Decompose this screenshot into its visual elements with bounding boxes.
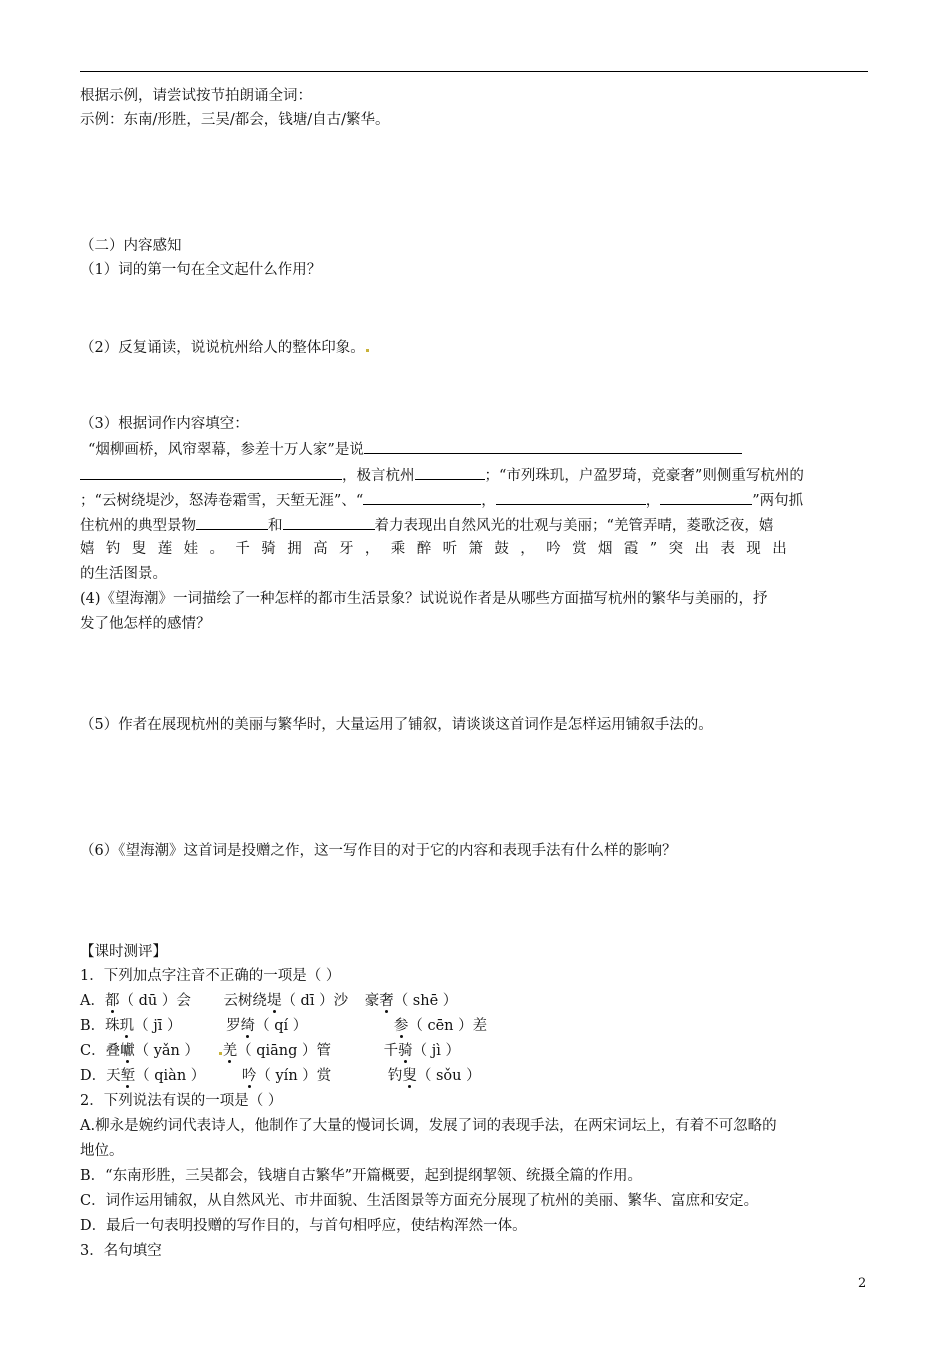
test-question-1: 1．下列加点字注音不正确的一项是（ ） — [80, 968, 341, 984]
question-4-line-1: (4)《望海潮》一词描绘了一种怎样的都市生活景象？试说说作者是从哪些方面描写杭州的繁华与美丽的，抒 — [80, 591, 768, 607]
blank-field[interactable] — [364, 438, 742, 454]
blank-field[interactable] — [80, 464, 342, 480]
test-title: 【课时测评】 — [80, 944, 167, 960]
q3-line-6: 的生活图景。 — [80, 566, 167, 582]
section-title: （二）内容感知 — [80, 238, 182, 254]
header-example: 示例：东南/形胜，三吴/都会，钱塘/自古/繁华。 — [80, 112, 390, 128]
question-1: （1）词的第一句在全文起什么作用？ — [80, 262, 322, 278]
question-4-line-2: 发了他怎样的感情？ — [80, 616, 211, 632]
q3-line-1: “烟柳画桥，风帘翠幕，参差十万人家”是说 — [88, 438, 742, 460]
question-6: （6）《望海潮》这首词是投赠之作，这一写作目的对于它的内容和表现手法有什么样的影响？ — [80, 843, 677, 859]
q3-line-2: ，极言杭州 ；“市列珠玑，户盈罗琦，竞豪奢”则侧重写杭州的 — [80, 464, 804, 486]
test-question-2: 2．下列说法有误的一项是（ ） — [80, 1093, 283, 1109]
blank-field[interactable] — [196, 514, 268, 530]
option-2a-line-2: 地位。 — [80, 1143, 124, 1159]
option-1a: A．都（ dū ）会 云树绕堤（ dī ）沙 豪奢（ shē ） — [80, 993, 458, 1009]
blank-field[interactable] — [363, 489, 481, 505]
option-2a-line-1: A.柳永是婉约词代表诗人，他制作了大量的慢词长调，发展了词的表现手法，在两宋词坛上，有着不可忽略的 — [80, 1118, 777, 1134]
blank-field[interactable] — [283, 514, 375, 530]
blank-field[interactable] — [660, 489, 752, 505]
header-rule — [80, 71, 868, 72]
option-1b: B．珠玑（ jī ） 罗绮（ qí ） 参（ cēn ）差 — [80, 1018, 488, 1034]
question-5: （5）作者在展现杭州的美丽与繁华时，大量运用了铺叙，请谈谈这首词作是怎样运用铺叙手法的。 — [80, 717, 713, 733]
blank-field[interactable] — [496, 489, 646, 505]
q3-line-5: 嬉钓叟莲娃。千骑拥高牙，乘醉听箫鼓，吟赏烟霞”突出表现出 — [80, 541, 799, 557]
question-2: （2）反复诵读，说说杭州给人的整体印象。 — [80, 338, 370, 358]
option-2c: C．词作运用铺叙，从自然风光、市井面貌、生活图景等方面充分展现了杭州的美丽、繁华、富庶和安定。 — [80, 1193, 759, 1209]
blank-field[interactable] — [415, 464, 485, 480]
header-intro: 根据示例，请尝试按节拍朗诵全词： — [80, 88, 312, 104]
option-1c: C．叠巘（ yǎn ） 羌（ qiāng ）管 千骑（ jì ） — [80, 1043, 460, 1059]
option-1d: D．天堑（ qiàn ） 吟（ yín ）赏 钓叟（ sǒu ） — [80, 1068, 481, 1084]
test-question-3: 3．名句填空 — [80, 1243, 162, 1259]
q3-line-3: ；“云树绕堤沙，怒涛卷霜雪，天堑无涯”、“ ， ， ”两句抓 — [80, 489, 803, 511]
q3-line-4: 住杭州的典型景物 和 着力表现出自然风光的壮观与美丽；“羌管弄晴，菱歌泛夜，嬉 — [80, 514, 773, 536]
page-number: 2 — [858, 1276, 867, 1291]
option-2d: D．最后一句表明投赠的写作目的，与首句相呼应，使结构浑然一体。 — [80, 1218, 527, 1234]
question-3: （3）根据词作内容填空： — [80, 416, 249, 432]
option-2b: B．“东南形胜，三吴都会，钱塘自古繁华”开篇概要，起到提纲挈领、统摄全篇的作用。 — [80, 1168, 642, 1184]
